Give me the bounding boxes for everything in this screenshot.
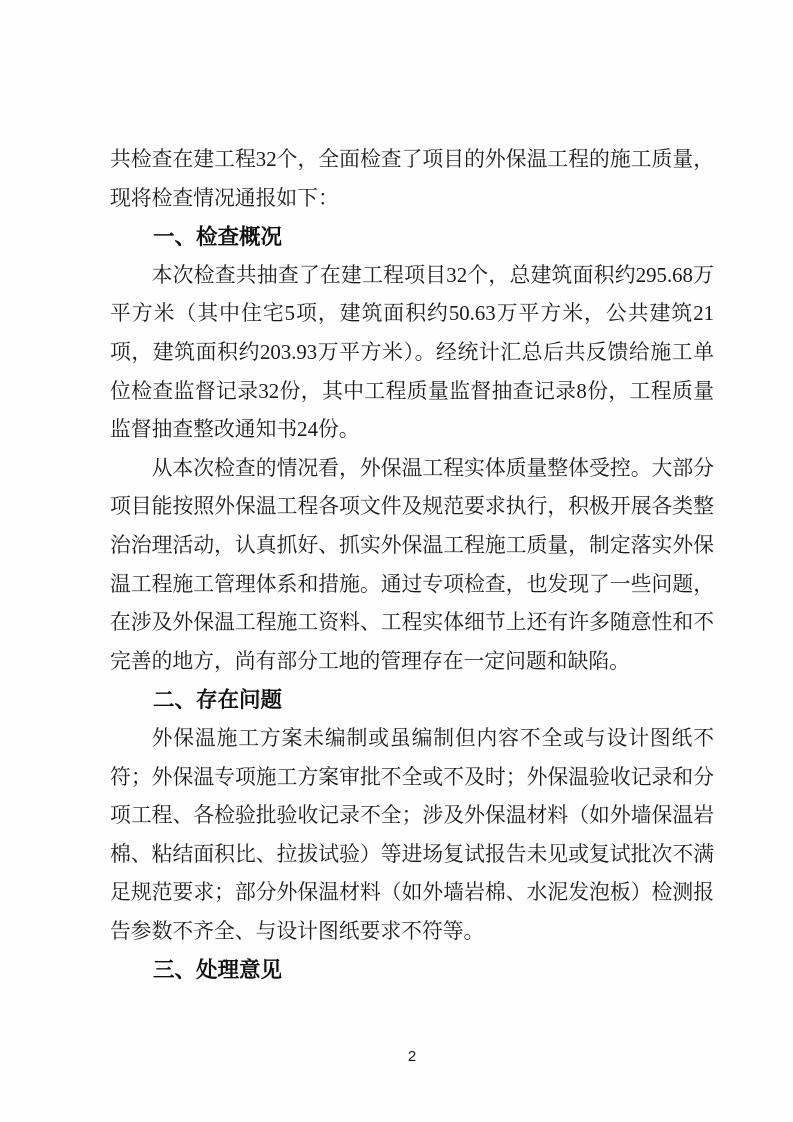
section-heading-2: 二、存在问题 (153, 688, 283, 713)
document-body (110, 141, 714, 990)
paragraph-problems: 外保温施工方案未编制或虽编制但内容不全或与设计图纸不符；外保温专项施工方案审批不全或不及时；外保温验收记录和分项工程、各检验批验收记录不全；涉及外保温材料（如外墙保温岩棉、粘结面积比、拉拔试验）等进场复试报告未见或复试批次不满足规范要求；部分外保温材料（如外墙岩棉、水泥发泡板）检测报告参数不齐全、与设计图纸要求不符等。 (110, 726, 714, 943)
section-heading-3: 三、处理意见 (153, 958, 283, 983)
paragraph-overview-findings: 从本次检查的情况看，外保温工程实体质量整体受控。大部分项目能按照外保温工程各项文件及规范要求执行，积极开展各类整治治理活动，认真抓好、抓实外保温工程施工质量，制定落实外保温工程施工管理体系和措施。通过专项检查，也发现了一些问题，在涉及外保温工程施工资料、工程实体细节上还有许多随意性和不完善的地方，尚有部分工地的管理存在一定问题和缺陷。 (110, 456, 714, 673)
paragraph-overview-stats: 本次检查共抽查了在建工程项目32个，总建筑面积约295.68万平方米（其中住宅5项，建筑面积约50.63万平方米，公共建筑21项，建筑面积约203.93万平方米）。经统计汇总后共反馈给施工单位检查监督记录32份，其中工程质量监督抽查记录8份，工程质量监督抽查整改通知书24份。 (110, 263, 714, 442)
section-heading-1: 一、检查概况 (153, 225, 283, 250)
paragraph-continuation: 共检查在建工程32个，全面检查了项目的外保温工程的施工质量，现将检查情况通报如下： (110, 148, 714, 210)
page-number: 2 (407, 1048, 417, 1065)
